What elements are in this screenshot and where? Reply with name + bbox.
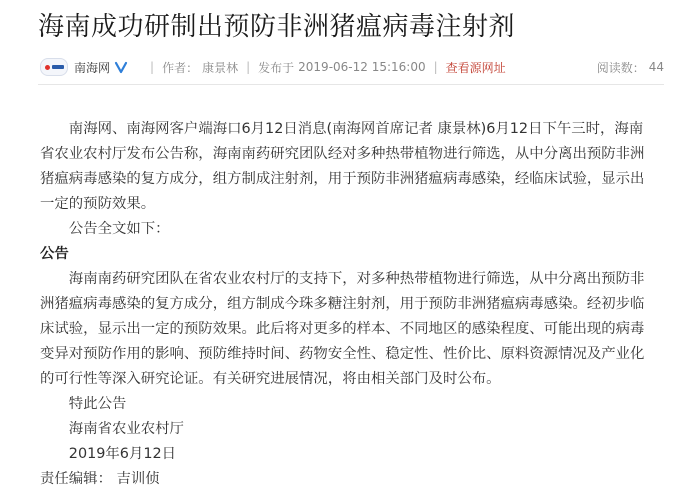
paragraph-closing: 特此公告 <box>68 396 127 412</box>
announcement-heading: 公告 <box>40 246 69 262</box>
meta-separator: | <box>150 60 155 74</box>
verified-badge-icon <box>114 60 128 74</box>
article-meta <box>40 58 664 76</box>
source-name[interactable]: 南海网 <box>74 60 111 75</box>
paragraph-intro: 南海网、南海网客户端海口6月12日消息(南海网首席记者 康景林)6月12日下午三时，海南省农业农村厅发布公告称，海南南药研究团队经对多种热带植物进行筛选，从中分离出预防非洲猪瘟病毒感染的复方成分，组方制成注射剂，用于预防非洲猪瘟病毒感染，经临床试验，显示出一定的预防效果。 <box>40 121 645 212</box>
paragraph-issuer: 海南省农业农村厅 <box>68 421 184 437</box>
read-count-label: 阅读数： <box>596 60 645 75</box>
meta-divider <box>38 84 664 85</box>
responsible-editor: 责任编辑： 吉训侦 <box>40 471 160 487</box>
article-body <box>40 117 650 492</box>
view-source-link[interactable]: 查看源网址 <box>445 60 506 75</box>
author-name: 康景林 <box>202 60 239 75</box>
read-count: 44 <box>648 60 664 74</box>
article-title: 海南成功研制出预防非洲猪瘟病毒注射剂 <box>38 12 516 42</box>
source-logo <box>40 58 68 76</box>
author-label: 作者： <box>162 60 199 75</box>
publish-time-label: 发布于 <box>258 60 295 75</box>
paragraph-date: 2019年6月12日 <box>68 446 177 462</box>
paragraph-announcement-lead: 公告全文如下： <box>68 221 170 237</box>
paragraph-announcement-body: 海南南药研究团队在省农业农村厅的支持下，对多种热带植物进行筛选，从中分离出预防非洲猪瘟病毒感染的复方成分，组方制成今珠多糖注射剂，用于预防非洲猪瘟病毒感染。经初步临床试验，显示出一定的预防效果。此后将对更多的样本、不同地区的感染程度、可能出现的病毒变异对预防作用的影响、预防维持时间、药物安全性、稳定性、性价比、原料资源情况及产业化的可行性等深入研究论证。有关研究进展情况，将由相关部门及时公布。 <box>40 271 645 387</box>
publish-time: 2019-06-12 15:16:00 <box>298 60 426 74</box>
meta-separator: | <box>433 60 438 74</box>
meta-separator: | <box>246 60 251 74</box>
